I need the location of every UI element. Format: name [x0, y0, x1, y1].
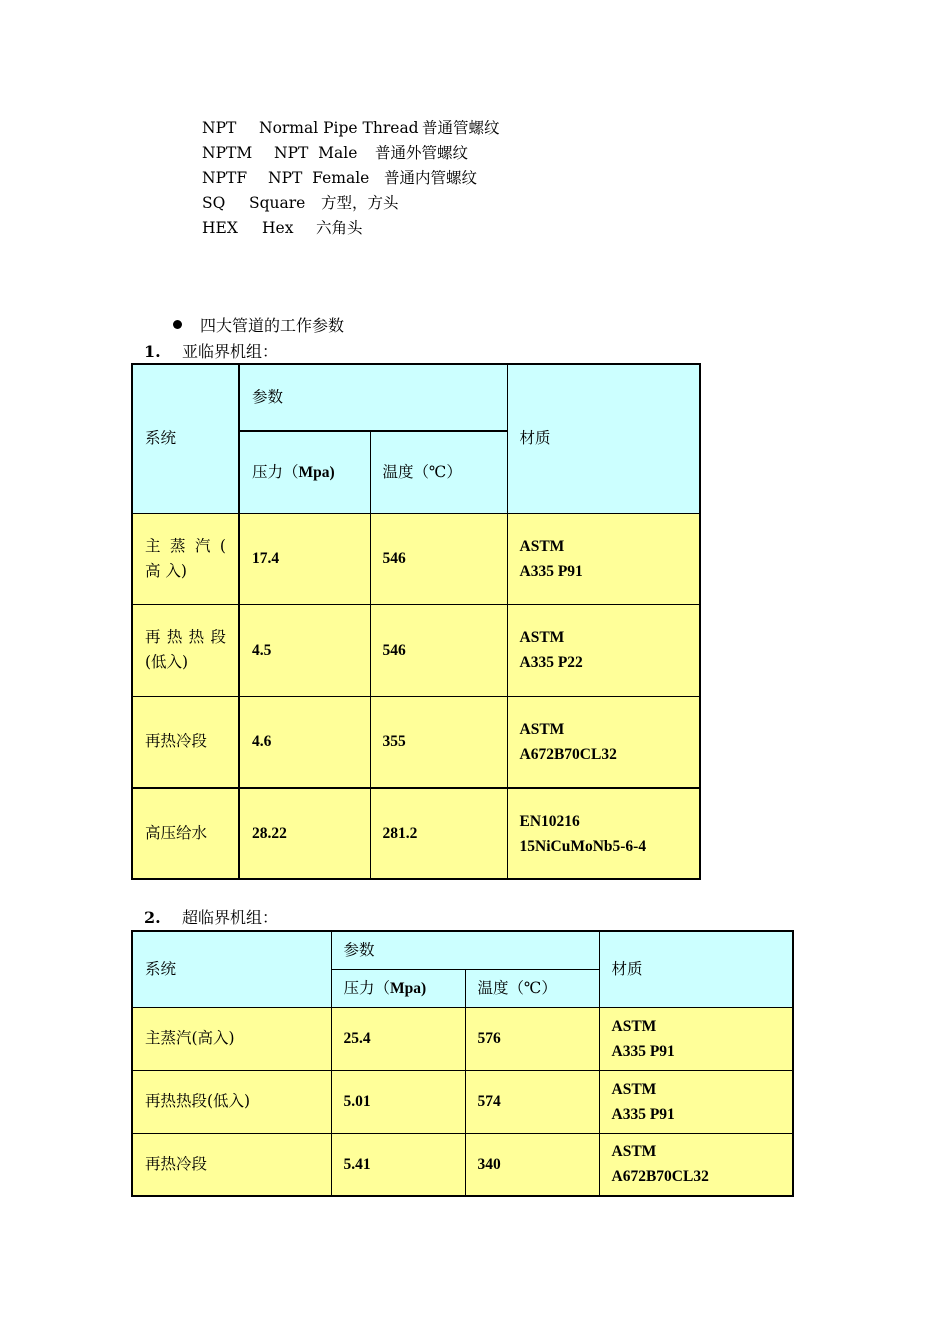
header-pressure [331, 969, 465, 1007]
abbr-chinese: 普通外管螺纹 [375, 144, 469, 162]
abbr-code: SQ [202, 194, 226, 212]
cell-material [599, 1070, 793, 1133]
cell-pressure: 17.4 [239, 513, 370, 604]
supercritical-table [131, 930, 794, 1197]
table-row [132, 604, 700, 696]
material-line: ASTM [611, 1143, 657, 1161]
cell-temperature: 576 [465, 1007, 599, 1070]
section2-heading [144, 907, 278, 929]
abbr-chinese: 普通管螺纹 [422, 119, 500, 137]
table-row [132, 1007, 793, 1070]
abbr-chinese: 六角头 [316, 219, 363, 237]
section2-number: 2. [144, 908, 161, 927]
bullet-heading [173, 315, 344, 337]
material-line: EN10216 [519, 812, 580, 830]
abbr-chinese: 方型，方头 [321, 194, 399, 212]
header-temperature: 温度（℃） [465, 969, 599, 1007]
abbr-line-nptm [202, 141, 468, 166]
abbr-code: NPTF [202, 169, 248, 187]
section1-heading [144, 341, 278, 363]
abbr-line-npt [202, 116, 500, 141]
cell-system: 再 热 热 段 (低入) [132, 604, 239, 696]
pressure-prefix: 压力（ [343, 978, 391, 997]
material-line: A335 P22 [519, 654, 583, 671]
cell-material [507, 513, 700, 604]
header-system: 系统 [132, 364, 239, 513]
abbr-english: NPT Female [268, 169, 370, 187]
cell-temperature: 546 [370, 513, 507, 604]
header-material: 材质 [599, 931, 793, 1007]
abbr-line-hex [202, 216, 363, 241]
cell-pressure: 25.4 [331, 1007, 465, 1070]
cell-material [507, 788, 700, 879]
cell-material [507, 696, 700, 788]
material-line: ASTM [519, 537, 565, 555]
table-row [132, 696, 700, 788]
cell-temperature: 340 [465, 1133, 599, 1196]
cell-system: 再热冷段 [132, 1133, 331, 1196]
section1-number: 1. [144, 342, 161, 361]
abbr-english: NPT Male [274, 144, 358, 162]
section1-title: 亚临界机组： [182, 342, 279, 361]
pressure-unit: Mpa) [390, 979, 427, 997]
section2-title: 超临界机组： [182, 908, 279, 927]
table-row [132, 1133, 793, 1196]
material-line: ASTM [611, 1080, 657, 1098]
header-pressure [239, 431, 370, 513]
cell-system: 高压给水 [132, 788, 239, 879]
header-temperature: 温度（℃） [370, 431, 507, 513]
table-header-row [132, 931, 793, 969]
header-system: 系统 [132, 931, 331, 1007]
table-row [132, 1070, 793, 1133]
material-line: A672B70CL32 [519, 745, 617, 763]
material-line: ASTM [519, 629, 565, 646]
bullet-dot-icon [173, 320, 182, 329]
cell-temperature: 546 [370, 604, 507, 696]
table-row [132, 513, 700, 604]
material-line: ASTM [611, 1017, 657, 1035]
cell-system: 主 蒸 汽 ( 高 入) [132, 513, 239, 604]
cell-system: 再热热段(低入) [132, 1070, 331, 1133]
abbr-english: Normal Pipe Thread [259, 119, 419, 137]
cell-temperature: 355 [370, 696, 507, 788]
cell-system: 再热冷段 [132, 696, 239, 788]
table-header-row [132, 364, 700, 431]
cell-pressure: 4.6 [239, 696, 370, 788]
table-row [132, 788, 700, 879]
abbr-code: HEX [202, 219, 238, 237]
cell-system: 主蒸汽(高入) [132, 1007, 331, 1070]
abbr-code: NPTM [202, 144, 253, 162]
cell-material [599, 1007, 793, 1070]
abbr-chinese: 普通内管螺纹 [384, 169, 478, 187]
cell-pressure: 28.22 [239, 788, 370, 879]
cell-pressure: 5.41 [331, 1133, 465, 1196]
cell-pressure: 5.01 [331, 1070, 465, 1133]
bullet-title-text: 四大管道的工作参数 [200, 316, 345, 335]
header-params: 参数 [239, 364, 507, 431]
pressure-prefix: 压力（ [252, 462, 299, 481]
subcritical-table [131, 363, 701, 880]
abbr-code: NPT [202, 119, 237, 137]
material-line: A335 P91 [611, 1105, 675, 1123]
abbr-line-sq [202, 191, 399, 216]
material-line: 15NiCuMoNb5-6-4 [519, 837, 647, 855]
material-line: ASTM [519, 720, 565, 738]
cell-temperature: 281.2 [370, 788, 507, 879]
material-line: A335 P91 [611, 1042, 675, 1060]
header-material: 材质 [507, 364, 700, 513]
cell-temperature: 574 [465, 1070, 599, 1133]
material-line: A335 P91 [519, 562, 583, 580]
abbr-english: Hex [262, 219, 294, 237]
header-params: 参数 [331, 931, 599, 969]
cell-material [599, 1133, 793, 1196]
pressure-unit: Mpa) [298, 463, 335, 481]
material-line: A672B70CL32 [611, 1168, 709, 1186]
cell-material [507, 604, 700, 696]
abbr-line-nptf [202, 166, 477, 191]
abbr-english: Square [249, 194, 306, 212]
cell-pressure: 4.5 [239, 604, 370, 696]
